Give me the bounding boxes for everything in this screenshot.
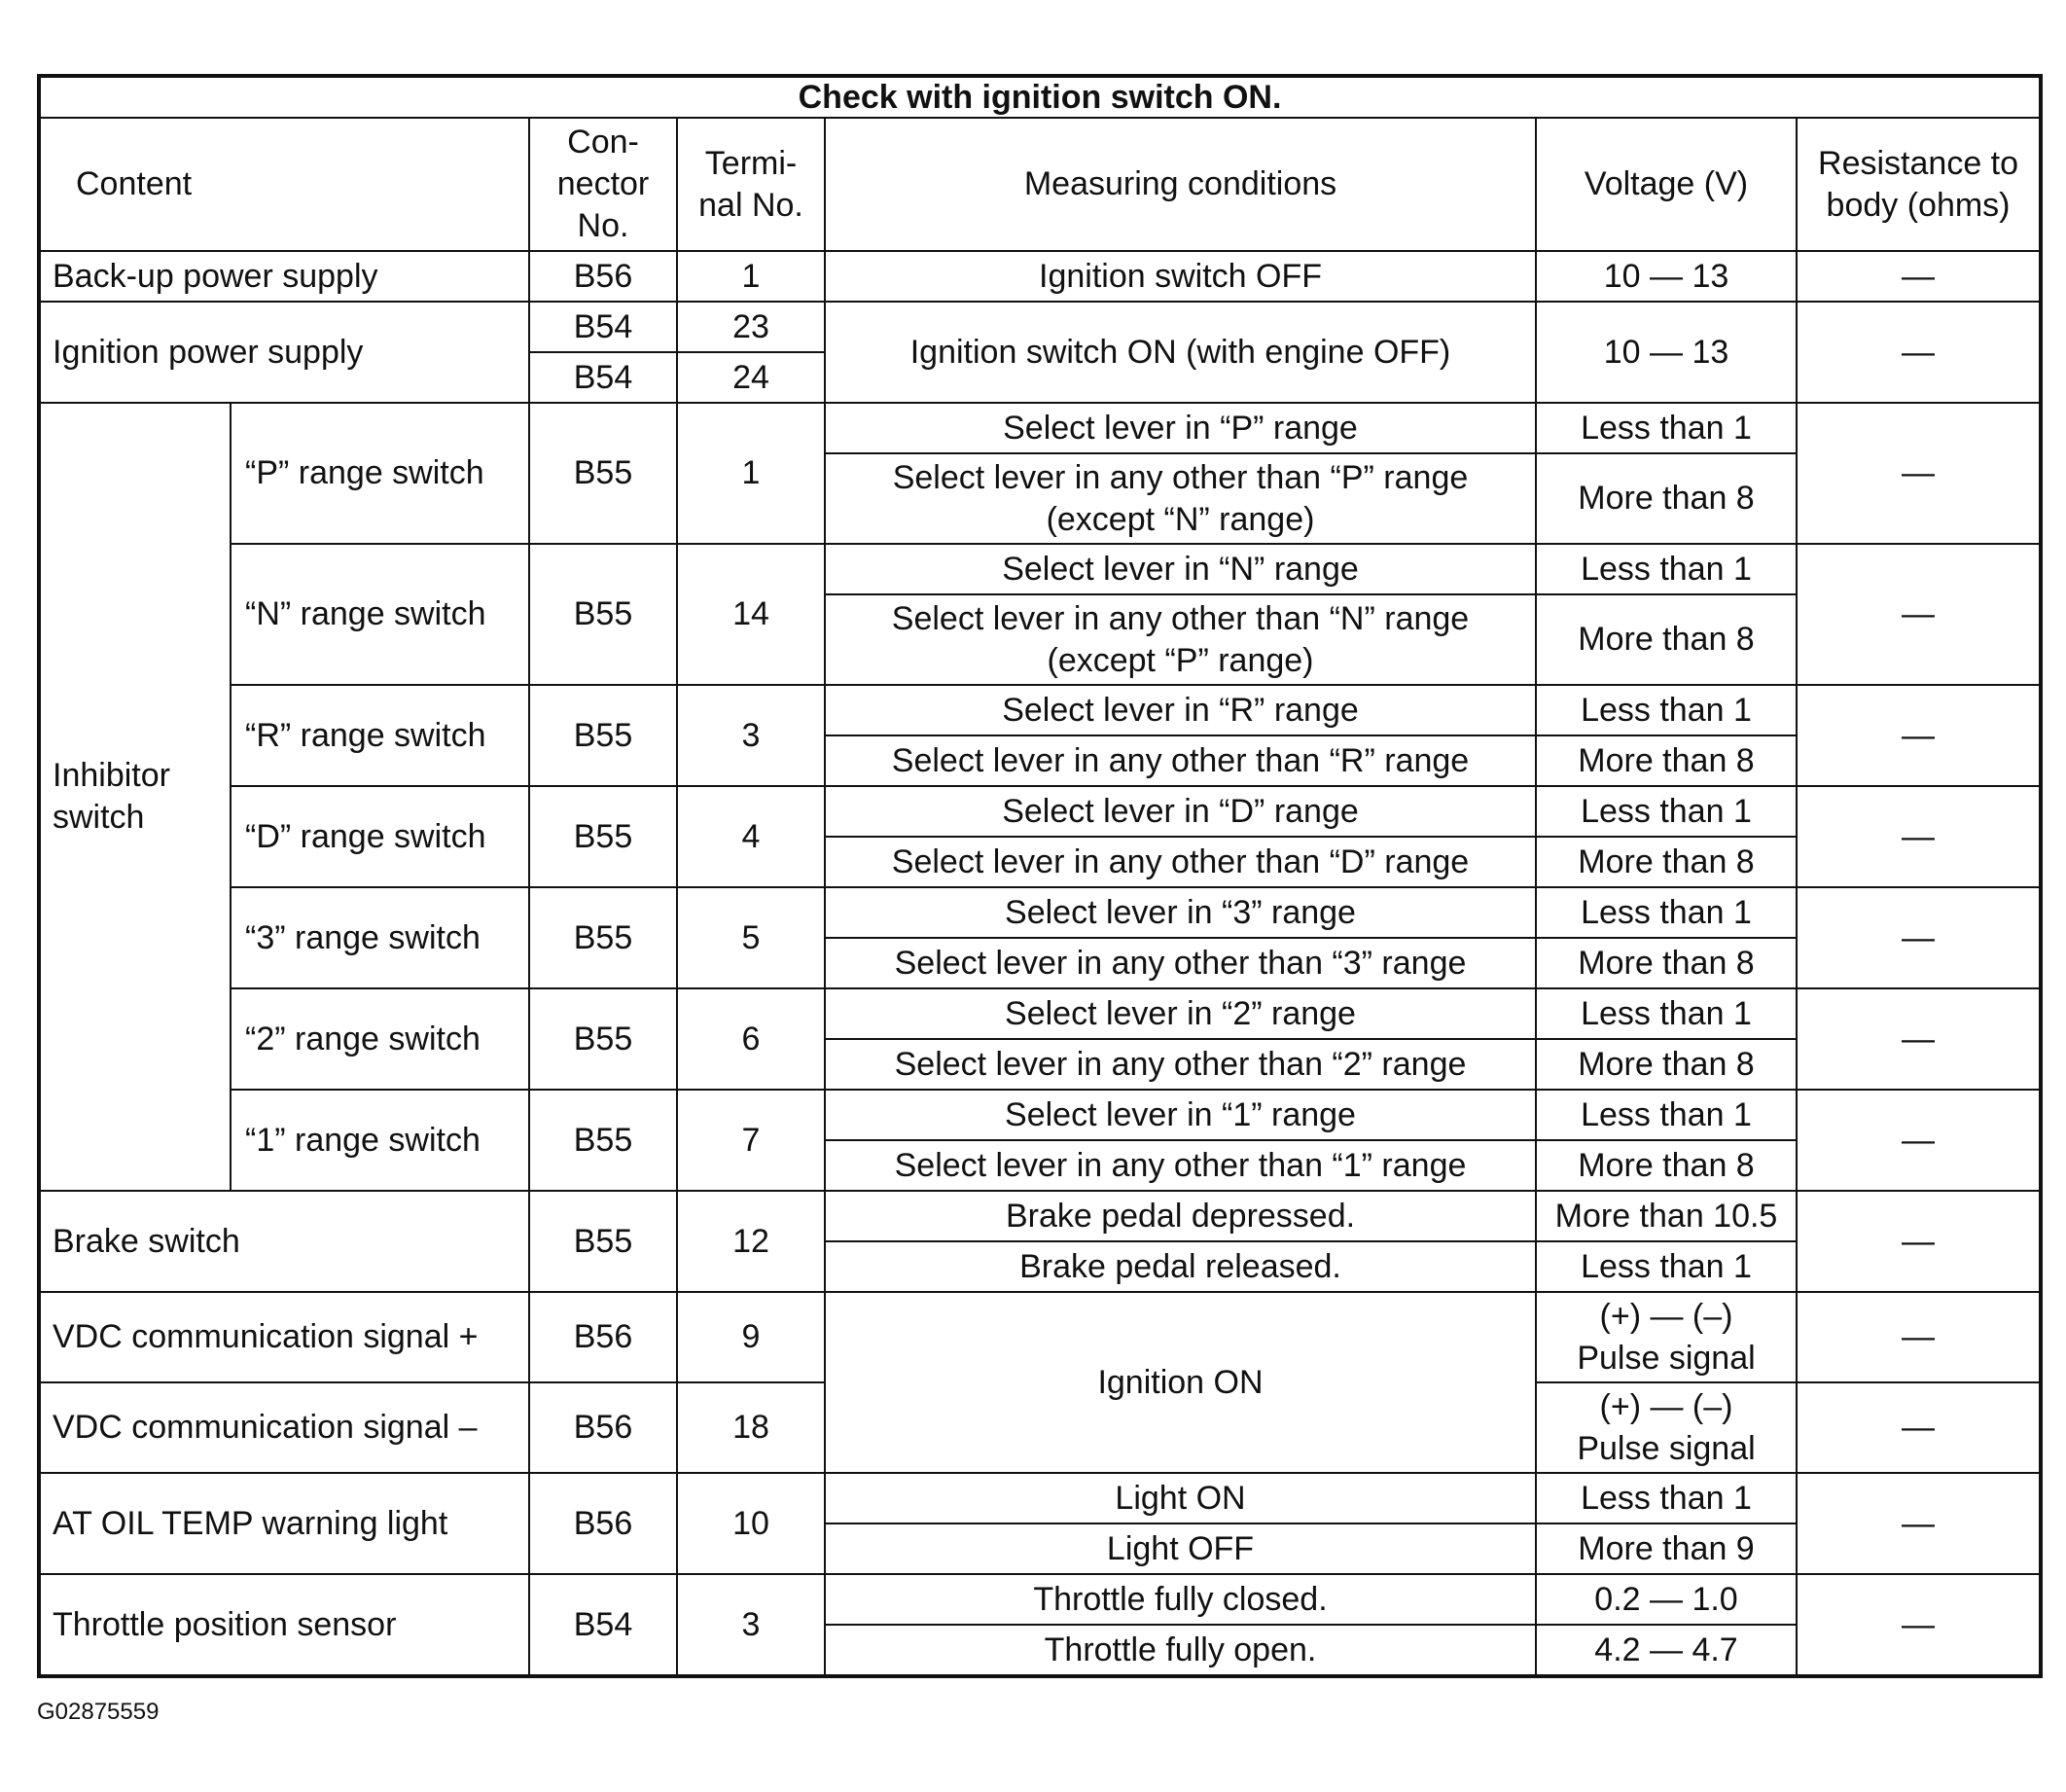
condition-cell: Brake pedal depressed. xyxy=(825,1191,1536,1241)
table-row xyxy=(39,251,2041,302)
table-row xyxy=(39,887,2041,938)
resistance-cell: — xyxy=(1797,988,2041,1090)
figure-id: G02875559 xyxy=(37,1699,160,1725)
resistance-cell: — xyxy=(1797,685,2041,786)
table-row xyxy=(39,988,2041,1039)
content-cell: Brake switch xyxy=(39,1191,529,1292)
condition-cell: Select lever in any other than “3” range xyxy=(825,938,1536,988)
content-cell: Back-up power supply xyxy=(39,251,529,302)
connector-cell: B54 xyxy=(529,302,677,352)
terminal-cell: 3 xyxy=(677,1574,825,1676)
terminal-cell: 24 xyxy=(677,352,825,403)
header-row xyxy=(39,118,2041,251)
voltage-cell: Less than 1 xyxy=(1536,786,1797,837)
inhibitor-group-label: Inhibitor switch xyxy=(39,403,231,1191)
voltage-cell: Less than 1 xyxy=(1536,1090,1797,1140)
content-cell: Ignition power supply xyxy=(39,302,529,403)
connector-cell: B56 xyxy=(529,1292,677,1382)
content-cell: VDC communication signal – xyxy=(39,1382,529,1473)
condition-cell: Select lever in any other than “R” range xyxy=(825,735,1536,786)
voltage-cell: Less than 1 xyxy=(1536,988,1797,1039)
condition-cell: Select lever in any other than “N” range (except “P” range) xyxy=(825,594,1536,685)
resistance-cell: — xyxy=(1797,544,2041,685)
voltage-cell: 10 — 13 xyxy=(1536,251,1797,302)
connector-cell: B55 xyxy=(529,786,677,887)
table-row xyxy=(39,685,2041,735)
table-row xyxy=(39,302,2041,352)
terminal-cell: 10 xyxy=(677,1473,825,1574)
inspection-table xyxy=(37,74,2043,1678)
connector-cell: B55 xyxy=(529,887,677,988)
voltage-cell: (+) — (–) Pulse signal xyxy=(1536,1292,1797,1382)
terminal-cell: 9 xyxy=(677,1292,825,1382)
condition-cell: Light ON xyxy=(825,1473,1536,1523)
table-row xyxy=(39,1574,2041,1625)
voltage-cell: More than 8 xyxy=(1536,735,1797,786)
header-terminal: Termi- nal No. xyxy=(677,118,825,251)
voltage-cell: More than 8 xyxy=(1536,1039,1797,1090)
condition-cell: Select lever in “3” range xyxy=(825,887,1536,938)
header-voltage: Voltage (V) xyxy=(1536,118,1797,251)
voltage-cell: More than 10.5 xyxy=(1536,1191,1797,1241)
voltage-cell: More than 8 xyxy=(1536,938,1797,988)
condition-cell: Select lever in any other than “1” range xyxy=(825,1140,1536,1191)
connector-cell: B56 xyxy=(529,1382,677,1473)
condition-cell: Select lever in “1” range xyxy=(825,1090,1536,1140)
table-row xyxy=(39,786,2041,837)
connector-cell: B55 xyxy=(529,1191,677,1292)
voltage-cell: Less than 1 xyxy=(1536,544,1797,594)
condition-cell: Select lever in “R” range xyxy=(825,685,1536,735)
header-content: Content xyxy=(39,118,529,251)
resistance-cell: — xyxy=(1797,403,2041,544)
condition-cell: Select lever in any other than “P” range (except “N” range) xyxy=(825,453,1536,544)
table-row xyxy=(39,403,2041,453)
switch-name-cell: “R” range switch xyxy=(231,685,529,786)
table-row xyxy=(39,1090,2041,1140)
content-cell: AT OIL TEMP warning light xyxy=(39,1473,529,1574)
terminal-cell: 1 xyxy=(677,251,825,302)
connector-cell: B55 xyxy=(529,403,677,544)
terminal-cell: 1 xyxy=(677,403,825,544)
resistance-cell: — xyxy=(1797,302,2041,403)
voltage-cell: Less than 1 xyxy=(1536,1241,1797,1292)
connector-cell: B54 xyxy=(529,352,677,403)
voltage-cell: Less than 1 xyxy=(1536,1473,1797,1523)
table-row xyxy=(39,1191,2041,1241)
condition-cell: Light OFF xyxy=(825,1523,1536,1574)
switch-name-cell: “1” range switch xyxy=(231,1090,529,1191)
connector-cell: B55 xyxy=(529,988,677,1090)
terminal-cell: 14 xyxy=(677,544,825,685)
switch-name-cell: “P” range switch xyxy=(231,403,529,544)
condition-cell: Select lever in “D” range xyxy=(825,786,1536,837)
condition-cell: Select lever in “2” range xyxy=(825,988,1536,1039)
terminal-cell: 4 xyxy=(677,786,825,887)
condition-cell: Ignition switch ON (with engine OFF) xyxy=(825,302,1536,403)
content-cell: Throttle position sensor xyxy=(39,1574,529,1676)
terminal-cell: 23 xyxy=(677,302,825,352)
content-cell: VDC communication signal + xyxy=(39,1292,529,1382)
terminal-cell: 12 xyxy=(677,1191,825,1292)
voltage-cell: 0.2 — 1.0 xyxy=(1536,1574,1797,1625)
voltage-cell: More than 8 xyxy=(1536,594,1797,685)
condition-cell: Brake pedal released. xyxy=(825,1241,1536,1292)
resistance-cell: — xyxy=(1797,887,2041,988)
resistance-cell: — xyxy=(1797,1473,2041,1574)
condition-cell: Select lever in any other than “D” range xyxy=(825,837,1536,887)
inspection-table-container xyxy=(37,74,2039,1678)
table-title: Check with ignition switch ON. xyxy=(39,76,2041,118)
terminal-cell: 18 xyxy=(677,1382,825,1473)
resistance-cell: — xyxy=(1797,1574,2041,1676)
voltage-cell: Less than 1 xyxy=(1536,685,1797,735)
condition-cell: Select lever in any other than “2” range xyxy=(825,1039,1536,1090)
resistance-cell: — xyxy=(1797,1292,2041,1382)
voltage-cell: More than 8 xyxy=(1536,453,1797,544)
switch-name-cell: “D” range switch xyxy=(231,786,529,887)
terminal-cell: 3 xyxy=(677,685,825,786)
connector-cell: B55 xyxy=(529,685,677,786)
voltage-cell: More than 8 xyxy=(1536,1140,1797,1191)
header-resistance: Resistance to body (ohms) xyxy=(1797,118,2041,251)
condition-cell: Throttle fully closed. xyxy=(825,1574,1536,1625)
terminal-cell: 7 xyxy=(677,1090,825,1191)
resistance-cell: — xyxy=(1797,251,2041,302)
connector-cell: B55 xyxy=(529,544,677,685)
resistance-cell: — xyxy=(1797,1191,2041,1292)
terminal-cell: 6 xyxy=(677,988,825,1090)
resistance-cell: — xyxy=(1797,786,2041,887)
switch-name-cell: “2” range switch xyxy=(231,988,529,1090)
voltage-cell: Less than 1 xyxy=(1536,403,1797,453)
table-row xyxy=(39,1473,2041,1523)
voltage-cell: 10 — 13 xyxy=(1536,302,1797,403)
header-connector: Con- nector No. xyxy=(529,118,677,251)
voltage-cell: Less than 1 xyxy=(1536,887,1797,938)
table-row xyxy=(39,544,2041,594)
resistance-cell: — xyxy=(1797,1090,2041,1191)
table-row xyxy=(39,1292,2041,1382)
voltage-cell: (+) — (–) Pulse signal xyxy=(1536,1382,1797,1473)
connector-cell: B56 xyxy=(529,251,677,302)
connector-cell: B56 xyxy=(529,1473,677,1574)
condition-cell: Select lever in “N” range xyxy=(825,544,1536,594)
condition-cell: Ignition switch OFF xyxy=(825,251,1536,302)
switch-name-cell: “3” range switch xyxy=(231,887,529,988)
condition-cell: Select lever in “P” range xyxy=(825,403,1536,453)
connector-cell: B55 xyxy=(529,1090,677,1191)
connector-cell: B54 xyxy=(529,1574,677,1676)
voltage-cell: 4.2 — 4.7 xyxy=(1536,1625,1797,1676)
condition-cell: Ignition ON xyxy=(825,1292,1536,1473)
condition-cell: Throttle fully open. xyxy=(825,1625,1536,1676)
header-conditions: Measuring conditions xyxy=(825,118,1536,251)
voltage-cell: More than 8 xyxy=(1536,837,1797,887)
resistance-cell: — xyxy=(1797,1382,2041,1473)
switch-name-cell: “N” range switch xyxy=(231,544,529,685)
voltage-cell: More than 9 xyxy=(1536,1523,1797,1574)
terminal-cell: 5 xyxy=(677,887,825,988)
